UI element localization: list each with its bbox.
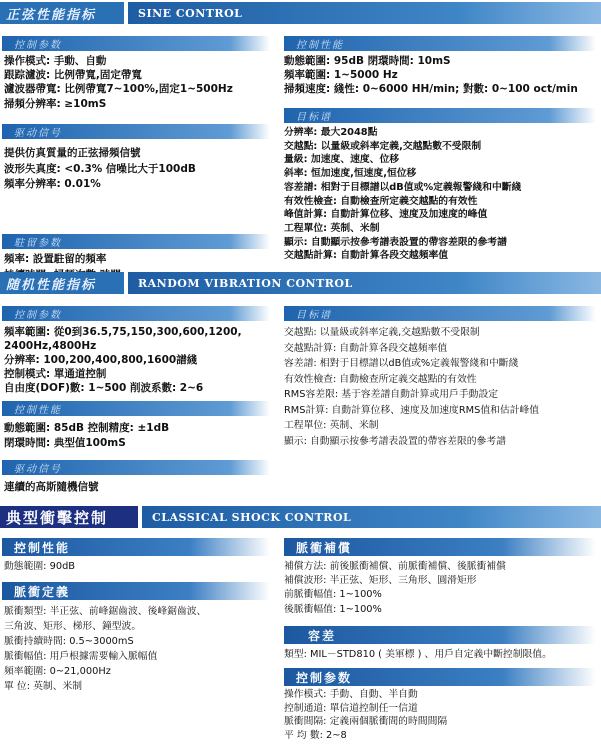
- list-item: 頻率範圍: 1~5000 Hz: [284, 69, 398, 81]
- list-item: 頻率分辨率: 0.01%: [4, 178, 101, 190]
- list-item: 提供仿真質量的正弦掃頻信號: [4, 147, 141, 159]
- list-item: 類型: MIL－STD810 ( 美軍標 ) 、用戶自定義中斷控制限值。: [284, 649, 552, 660]
- list-item: 掃頻分辨率: ≥10mS: [4, 97, 107, 110]
- list-item: 平 均 數: 2~8: [284, 729, 347, 741]
- list-item: 跟踪濾波: 比例帶寬,固定帶寬: [4, 69, 142, 82]
- list-item: 前脈衝幅值: 1~100%: [284, 589, 382, 601]
- list-item: 頻率範圍: 0~21,000Hz: [4, 666, 111, 677]
- list-item: 脈衝類型: 半正弦、前峰鋸齒波、後峰鋸齒波、: [4, 606, 207, 617]
- list-item: 補償波形: 半正弦、矩形、三角形、圓滑矩形: [284, 575, 477, 587]
- shock-control-params-header: 控制参数: [284, 668, 596, 686]
- list-item: 頻率: 設置駐留的頻率: [4, 253, 107, 265]
- random-drive-signal-header: 驱动信号: [2, 460, 270, 475]
- sine-control-params-header: 控制参数: [2, 36, 270, 51]
- shock-title-en: CLASSICAL SHOCK CONTROL: [142, 506, 601, 528]
- list-item: 波形失真度: <0.3% 信噪比大于100dB: [4, 162, 196, 175]
- list-item: 補償方法: 前後脈衝補償、前脈衝補償、後脈衝補償: [284, 561, 506, 572]
- list-item: 動態範圍: 85dB 控制精度: ±1dB: [4, 422, 170, 434]
- random-target-spec-list: [284, 325, 539, 449]
- random-control-params-list: [4, 325, 242, 395]
- list-item: 後脈衝幅值: 1~100%: [284, 603, 382, 615]
- sine-drive-signal-header: 驱动信号: [2, 124, 270, 139]
- list-item: 有效性檢查: 自動檢查所定義交越點的有效性: [284, 195, 478, 207]
- list-item: 容差譜: 相對于目標譜以dB值或%定義報警綫和中斷綫: [284, 181, 522, 193]
- random-control-banner: [0, 272, 601, 294]
- random-title-en: RANDOM VIBRATION CONTROL: [128, 272, 601, 294]
- list-item: 顯示: 自動顯示按參考譜表設置的帶容差限的參考譜: [284, 435, 506, 447]
- list-item: 掃頻速度: 綫性: 0~6000 HH/min; 對數: 0~100 oct/min: [284, 83, 578, 95]
- list-item: 交越點計算: 自動計算各段交越頻率值: [284, 250, 449, 262]
- sine-target-spec-list: [284, 126, 521, 263]
- list-item: 峰值計算: 自動計算位移、速度及加速度的峰值: [284, 209, 488, 221]
- sine-drive-signal-list: [4, 146, 196, 193]
- shock-tolerance-list: [284, 648, 552, 662]
- list-item: 容差譜: 相對于目標譜以dB值或%定義報警綫和中斷綫: [284, 358, 519, 369]
- shock-control-params-list: [284, 688, 447, 742]
- list-item: 操作模式: 手動、自動、半自動: [284, 689, 418, 700]
- list-item: 濾波器帶寬: 比例帶寬7~100%,固定1~500Hz: [4, 83, 233, 96]
- shock-control-perf-list: [4, 560, 75, 574]
- shock-control-perf-header: 控制性能: [2, 538, 270, 556]
- list-item: 斜率: 恒加速度,恒速度,恒位移: [284, 168, 417, 180]
- shock-tolerance-header: 容差: [284, 626, 596, 644]
- list-item: 自由度(DOF)數: 1~500 削波系數: 2~6: [4, 382, 204, 394]
- list-item: 交越點: 以量級或斜率定義,交越點數不受限制: [284, 140, 482, 152]
- shock-compensation-header: 脈衝補償: [284, 538, 596, 556]
- shock-compensation-list: [284, 560, 506, 617]
- list-item: 量級: 加速度、速度、位移: [284, 154, 400, 166]
- sine-target-spec-header: 目标谱: [284, 108, 596, 123]
- random-drive-signal-list: [4, 480, 99, 494]
- random-title-cn: 随机性能指标: [0, 272, 124, 294]
- list-item: 閉環時間: 典型值100mS: [4, 437, 126, 449]
- shock-pulse-def-list: [4, 604, 206, 694]
- shock-title-cn: 典型衝擊控制: [0, 506, 138, 528]
- list-item: 控制模式: 單通道控制: [4, 368, 107, 380]
- list-item: RMS容差限: 基于容差譜自動計算或用戶手動設定: [284, 389, 499, 400]
- list-item: 分辨率: 最大2048點: [284, 127, 378, 138]
- list-item: 交越點計算: 自動計算各段交越頻率值: [284, 342, 448, 354]
- random-control-perf-header: 控制性能: [2, 401, 270, 416]
- sine-control-banner: [0, 2, 601, 24]
- list-item: 單 位: 英制、米制: [4, 681, 83, 692]
- list-item: 頻率範圍: 從0到36.5,75,150,300,600,1200,: [4, 326, 242, 338]
- list-item: 2400Hz,4800Hz: [4, 340, 97, 352]
- list-item: 交越點: 以量級或斜率定義,交越點數不受限制: [284, 327, 480, 338]
- random-control-params-header: 控制参数: [2, 306, 270, 321]
- list-item: 分辨率: 100,200,400,800,1600譜綫: [4, 354, 198, 366]
- list-item: 連續的高斯隨機信號: [4, 481, 99, 493]
- list-item: 有效性檢查: 自動檢查所定義交越點的有效性: [284, 373, 477, 385]
- list-item: 工程單位: 英制、米制: [284, 420, 379, 431]
- random-control-perf-list: [4, 421, 169, 451]
- list-item: 動態範圍: 95dB 閉環時間: 10mS: [284, 55, 451, 67]
- list-item: 動態範圍: 90dB: [4, 561, 76, 572]
- list-item: 脈衝間隔: 定義兩個脈衝間的時間間隔: [284, 716, 448, 727]
- list-item: 控制通道: 單信道控制任一信道: [284, 702, 418, 714]
- list-item: 脈衝持續時間: 0.5~3000mS: [4, 636, 134, 647]
- list-item: 工程單位: 英制、米制: [284, 222, 380, 234]
- sine-control-perf-list: [284, 54, 578, 96]
- sine-title-cn: 正弦性能指标: [0, 2, 124, 24]
- list-item: 脈衝幅值: 用戶根據需要輸入脈幅值: [4, 651, 158, 662]
- sine-control-perf-header: 控制性能: [284, 36, 596, 51]
- sine-title-en: SINE CONTROL: [128, 2, 601, 24]
- list-item: 三角波、矩形、梯形、鐘型波。: [4, 621, 142, 632]
- sine-control-params-list: [4, 54, 233, 111]
- shock-pulse-def-header: 脈衝定義: [2, 582, 270, 600]
- list-item: 顯示: 自動顯示按參考譜表設置的帶容差限的參考譜: [284, 236, 507, 248]
- random-target-spec-header: 目标谱: [284, 306, 596, 321]
- sine-dwell-header: 駐留参数: [2, 234, 270, 249]
- shock-control-banner: [0, 506, 601, 528]
- list-item: 操作模式: 手動、自動: [4, 55, 107, 67]
- list-item: RMS計算: 自動計算位移、速度及加速度RMS值和估計峰值: [284, 404, 540, 416]
